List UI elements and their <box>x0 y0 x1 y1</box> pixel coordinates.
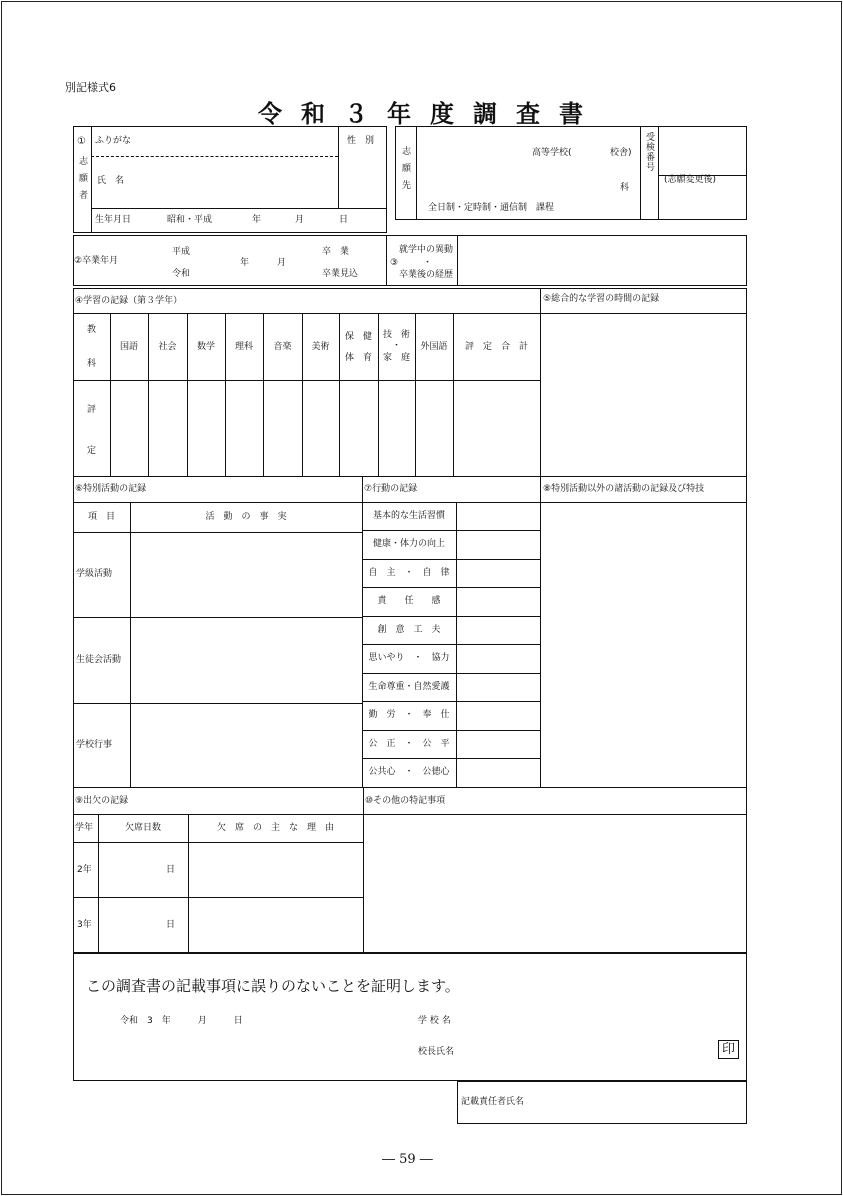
furigana-label: ふりがな <box>95 136 132 146</box>
course-suffix: 科 <box>620 183 630 193</box>
subject-gaikokugo: 外国語 <box>420 342 448 352</box>
conduct-item-9: 公 正 ・ 公 平 <box>368 739 450 749</box>
conduct-item-7: 生命尊重・自然愛護 <box>368 682 450 692</box>
total-grade-label: 評 定 合 計 <box>464 342 528 352</box>
conduct-label: ⑦行動の記録 <box>364 484 418 494</box>
grade-header-2: 定 <box>87 446 97 456</box>
graduation-year-unit: 年 <box>240 258 250 268</box>
subject-hoken-2: 体 育 <box>344 353 372 363</box>
page-number: ― 59 ― <box>382 1152 433 1167</box>
certification-statement: この調査書の記載事項に誤りのないことを証明します。 <box>86 977 460 995</box>
special-col-fact: 活 動 の 事 実 <box>205 512 287 522</box>
subject-shakai: 社会 <box>158 342 177 352</box>
applicant-section-label: 志願者 <box>77 156 87 207</box>
graduation-month-unit: 月 <box>277 258 287 268</box>
attendance-unit-3: 日 <box>166 920 176 930</box>
learning-label: ④学習の記録（第３学年） <box>75 296 183 306</box>
conduct-item-8: 勤 労 ・ 奉 仕 <box>368 710 450 720</box>
subject-header-1: 教 <box>87 325 97 335</box>
subject-rika: 理科 <box>234 342 253 352</box>
conduct-item-10: 公共心 ・ 公徳心 <box>368 767 450 777</box>
career-line-2: 卒業後の経歴 <box>399 270 454 280</box>
page-title: 令和３年度調査書 <box>258 99 602 128</box>
special-col-item: 項 目 <box>87 512 115 522</box>
sex-label: 性 別 <box>347 136 375 146</box>
special-row-class: 学級活動 <box>76 569 113 579</box>
attendance-year-3: 3年 <box>77 920 92 930</box>
career-line-1: 就学中の異動 <box>399 245 454 255</box>
form-page <box>1 1 842 1195</box>
system-line: 全日制・定時制・通信制 課程 <box>428 203 555 213</box>
change-note: (志願変更後) <box>664 175 717 185</box>
graduated-label: 卒 業 <box>322 247 350 257</box>
subject-kokugo: 国語 <box>119 342 138 352</box>
attendance-col-year: 学年 <box>75 823 94 833</box>
birthdate-label: 生年月日 <box>95 215 132 225</box>
school-suffix: 高等学校( <box>532 148 572 158</box>
records-box <box>73 288 747 953</box>
career-dot: ・ <box>423 258 433 268</box>
subject-bijutsu: 美術 <box>311 342 330 352</box>
campus-suffix: 校舎) <box>610 148 632 158</box>
birth-era: 昭和・平成 <box>167 215 213 225</box>
attendance-label: ⑨出欠の記録 <box>75 796 129 806</box>
birth-month-unit: 月 <box>295 215 305 225</box>
conduct-item-4: 責 任 感 <box>377 596 441 606</box>
attendance-col-days: 欠席日数 <box>124 823 161 833</box>
subject-hoken-1: 保 健 <box>344 332 372 342</box>
writer-label: 記載責任者氏名 <box>461 1097 525 1107</box>
subject-gijutsu-1: 技 術 <box>382 330 410 340</box>
special-row-events: 学校行事 <box>76 740 113 750</box>
conduct-item-2: 健康・体力の向上 <box>372 539 445 549</box>
birth-year-unit: 年 <box>252 215 262 225</box>
integrated-study-label: ⑤総合的な学習の時間の記録 <box>543 294 660 304</box>
certification-date: 令和 3 年 月 日 <box>120 1016 243 1026</box>
conduct-item-3: 自 主 ・ 自 律 <box>368 568 450 578</box>
graduation-era-heisei: 平成 <box>172 247 191 257</box>
conduct-item-6: 思いやり ・ 協力 <box>368 653 450 663</box>
section-number-3: ③ <box>390 258 399 268</box>
graduation-label: ②卒業年月 <box>74 256 119 266</box>
subject-gijutsu-dot: ・ <box>391 341 401 351</box>
attendance-year-2: 2年 <box>77 865 92 875</box>
attendance-unit-2: 日 <box>166 865 176 875</box>
subject-ongaku: 音楽 <box>273 342 292 352</box>
destination-label: 志願先 <box>400 146 410 197</box>
name-label: 氏 名 <box>97 176 125 186</box>
school-name-label: 学 校 名 <box>418 1016 451 1026</box>
form-id: 別記様式6 <box>65 81 116 94</box>
subject-gijutsu-2: 家 庭 <box>382 353 410 363</box>
special-row-council: 生徒会活動 <box>76 655 122 665</box>
conduct-item-1: 基本的な生活習慣 <box>372 511 445 521</box>
remarks-label: ⑩その他の特記事項 <box>365 796 446 806</box>
conduct-item-5: 創 意 工 夫 <box>377 625 441 635</box>
attendance-col-reason: 欠 席 の 主 な 理 由 <box>216 823 334 833</box>
grade-header-1: 評 <box>87 405 97 415</box>
other-activities-label: ⑧特別活動以外の諸活動の記録及び特技 <box>543 484 705 494</box>
exam-number-label: 受検番号 <box>644 132 654 172</box>
expected-label: 卒業見込 <box>322 269 359 279</box>
special-activities-label: ⑥特別活動の記録 <box>75 484 147 494</box>
principal-name-label: 校長氏名 <box>418 1047 455 1057</box>
graduation-era-reiwa: 令和 <box>172 269 191 279</box>
section-number-1: ① <box>77 136 86 147</box>
subject-header-2: 科 <box>87 359 97 369</box>
subject-sugaku: 数学 <box>196 342 215 352</box>
birth-day-unit: 日 <box>339 215 349 225</box>
seal-mark: 印 <box>718 1040 739 1059</box>
